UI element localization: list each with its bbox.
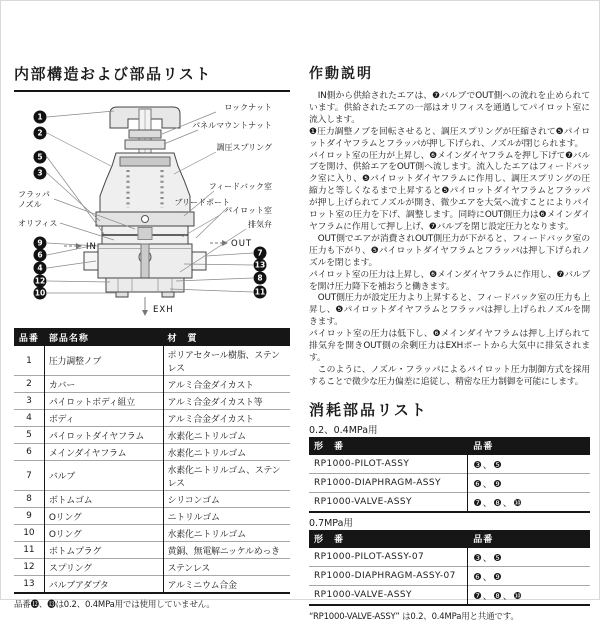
lock-nut-label: ロックナット (224, 103, 272, 112)
internal-structure-section (14, 63, 290, 610)
spring-seat (120, 157, 170, 166)
nozzle-label: ノズル (18, 200, 42, 209)
out-port (192, 252, 206, 270)
svg-text:1: 1 (37, 112, 43, 122)
lock-nut-part (129, 130, 161, 138)
pilot-chamber-label: パイロット室 (224, 206, 272, 215)
operation-title: 作動説明 (309, 66, 373, 82)
callout-1 (34, 111, 47, 124)
table-row: 7 バルブ 水素化ニトリルゴム、ステンレス (14, 461, 290, 491)
callout-9 (34, 237, 47, 250)
panel-mount-nut-part (125, 140, 165, 149)
col-header-model: 形 番 (309, 530, 468, 548)
consumables-note: “RP1000-VALVE-ASSY” は0.2、0.4MPa用と共通です。 (309, 611, 519, 622)
svg-text:11: 11 (254, 287, 266, 297)
regulator-diagram (14, 96, 290, 328)
svg-text:8: 8 (257, 273, 263, 283)
feedback-chamber-label: フィードバック室 (208, 182, 272, 191)
table-row: 1 圧力調整ノブ ポリアセタール樹脂、ステンレス (14, 346, 290, 376)
nozzle-detail (142, 216, 149, 223)
consumables-title: 消耗部品リスト (309, 400, 428, 419)
right-callouts (254, 247, 267, 299)
svg-text:5: 5 (37, 152, 43, 162)
table-row: RP1000-DIAPHRAGM-ASSY ❻、❾ (309, 473, 590, 492)
callout-4 (34, 262, 47, 275)
col-header-part-no: 品番 (468, 437, 590, 455)
table-row: 12 スプリング ステンレス (14, 559, 290, 576)
callout-12 (34, 275, 47, 288)
svg-text:4: 4 (37, 263, 43, 273)
col-header-model: 形 番 (309, 437, 468, 455)
consumables-header (309, 530, 590, 548)
table-row: 4 ボディ アルミ合金ダイカスト (14, 410, 290, 427)
operation-paragraph: ❶圧力調整ノブを回転させると、調圧スプリングが圧縮されて❺パイロットダイヤフラムとフラッパが押し下げられ、ノズルが閉じられます。 (309, 126, 590, 149)
callout-10 (34, 287, 47, 300)
consumables-table-02-04 (309, 437, 590, 513)
operation-paragraph: パイロット室の圧力は低下し、❻メインダイヤフラムは押し上げられて排気弁を開きOUT側の余剰圧力はEXHポートから大気中に排気されます。 (309, 329, 590, 363)
bleed-port-label: ブリードポート (174, 198, 230, 207)
flapper-label: フラッパ (18, 190, 50, 199)
operation-paragraph: OUT側でエアが消費されOUT側圧力が下がると、フィードバック室の圧力も下がり、❺パイロットダイヤフラムとフラッパは押し下げられノズルを閉じます。 (309, 233, 590, 268)
panel-mount-nut-label: パネルマウントナット (192, 121, 272, 130)
table-row: 2 カバー アルミ合金ダイカスト (14, 376, 290, 393)
table-row: 5 パイロットダイヤフラム 水素化ニトリルゴム (14, 427, 290, 444)
in-port-label: IN (86, 242, 97, 252)
parts-table (14, 328, 290, 594)
callout-11 (254, 286, 267, 299)
regulator-cross-section-svg (14, 96, 290, 328)
table-row: RP1000-PILOT-ASSY ❸、❺ (309, 455, 590, 474)
col-header-name: 部品名称 (44, 328, 163, 346)
callout-6 (34, 249, 47, 262)
callout-3 (34, 167, 47, 180)
page-title: 内部構造および部品リスト (14, 63, 290, 92)
operation-description (309, 91, 590, 389)
table-row: RP1000-DIAPHRAGM-ASSY-07 ❻、❾ (309, 566, 590, 585)
consumables-subtitle-07: 0.7MPa用 (309, 517, 353, 529)
table-row: RP1000-VALVE-ASSY ❼、❽、❿ (309, 585, 590, 605)
svg-text:13: 13 (254, 260, 266, 270)
callout-13 (254, 259, 267, 272)
callout-5 (34, 151, 47, 164)
table-row: 8 ボトムゴム シリコンゴム (14, 491, 290, 508)
operation-paragraph: パイロット室の圧力は上昇し、❻メインダイヤフラムに作用し、❼バルブを開け圧力降下を補おうと働きます。 (309, 269, 590, 292)
consumables-header (309, 437, 590, 455)
svg-text:3: 3 (37, 168, 43, 178)
exh-port-label: EXH (153, 305, 174, 315)
operation-paragraph: OUT側圧力が設定圧力より上昇すると、フィードバック室の圧力も上昇し、❺パイロットダイヤフラムとフラッパは押し上げられノズルを開きます。 (309, 293, 590, 328)
svg-text:7: 7 (257, 248, 263, 258)
table-row: RP1000-VALVE-ASSY ❼、❽、❿ (309, 492, 590, 512)
callout-2 (34, 127, 47, 140)
table-row: 9 Oリング ニトリルゴム (14, 508, 290, 525)
operation-section (309, 63, 590, 622)
operation-paragraph: このように、ノズル・フラッパによるパイロット圧力制御方式を採用することで微少な圧力偏差に追従し、精密な圧力制御を可能にします。 (309, 364, 590, 387)
out-port-label: OUT (231, 239, 253, 249)
svg-text:10: 10 (34, 288, 46, 298)
operation-paragraph: IN側から供給されたエアは、❼バルブでOUT側への流れを止められています。供給されたエアの一部はオリフィスを通過してパイロット室に流入します。 (309, 91, 590, 125)
parts-table-header (14, 328, 290, 346)
callout-7 (254, 247, 267, 260)
pressure-spring-label: 調圧スプリング (216, 143, 272, 152)
col-header-part-no: 品番 (468, 530, 590, 548)
col-header-part-no: 品番 (14, 328, 44, 346)
consumables-subtitle-02-04: 0.2、0.4MPa用 (309, 424, 378, 436)
table-row: 10 Oリング 水素化ニトリルゴム (14, 525, 290, 542)
table-row: 6 メインダイヤフラム 水素化ニトリルゴム (14, 444, 290, 461)
svg-text:9: 9 (37, 238, 43, 248)
orifice-label: オリフィス (18, 219, 58, 228)
table-row: RP1000-PILOT-ASSY-07 ❸、❺ (309, 548, 590, 567)
parts-table-note: 品番⓬、⓭は0.2、0.4MPa用では使用していません。 (14, 600, 215, 610)
table-row: 11 ボトムプラグ 黄銅、無電解ニッケルめっき (14, 542, 290, 559)
col-header-material: 材 質 (163, 328, 290, 346)
svg-text:2: 2 (37, 128, 43, 138)
table-row: 3 パイロットボディ組立 アルミ合金ダイカスト等 (14, 393, 290, 410)
svg-text:6: 6 (37, 250, 43, 260)
consumables-table-07 (309, 530, 590, 606)
bottom-lug-right (162, 292, 174, 297)
callout-8 (254, 272, 267, 285)
table-row: 13 バルブアダプタ アルミニウム合金 (14, 576, 290, 594)
operation-paragraph: パイロット室の圧力が上昇し、❻メインダイヤフラムを押し下げて❼バルブを開け、供給エアをOUT側へ流します。流入したエアはフィードバック室に入り、❺パイロットダイヤフラムに作用し、調圧スプリングの圧縮力と等しくなるまで上昇すると❺パイロットダイヤフラムとフラッパが押し上げられてノズルが開き、微少エアを大気へ流すことによりパイロット室の圧力を下げ、調整します。同時にOUT側圧力は❻メインダイヤフラムに作用して押し上げ、❼バルブを閉じ設定圧力となります。 (309, 150, 590, 232)
exhaust-valve-label: 排気弁 (248, 220, 272, 229)
bottom-lug-left (116, 292, 128, 297)
exh-arrow-icon (142, 310, 148, 316)
svg-text:12: 12 (34, 276, 46, 286)
